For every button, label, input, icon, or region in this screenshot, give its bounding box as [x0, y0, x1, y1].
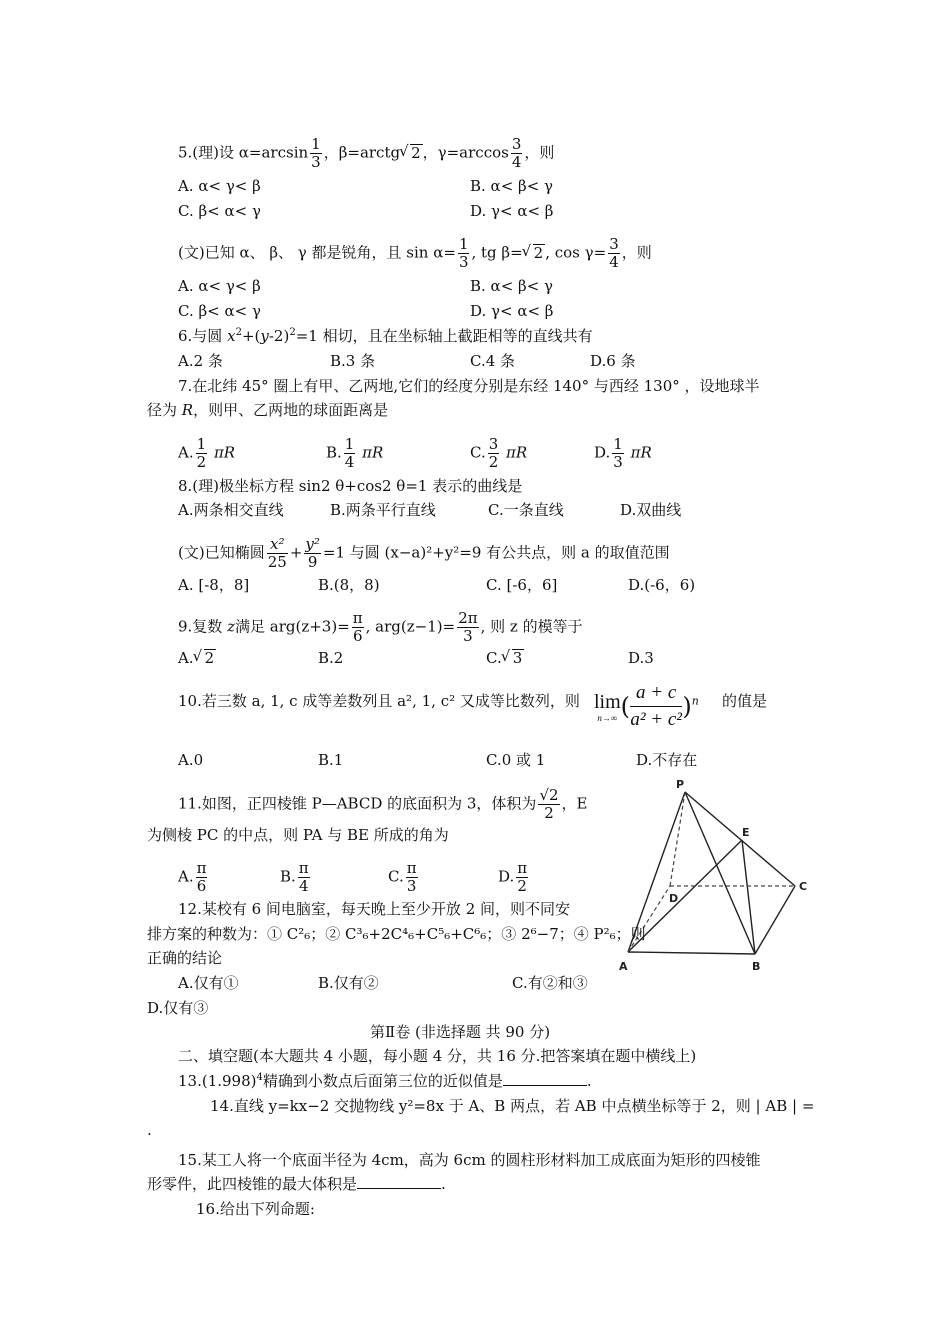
label-b: B: [752, 960, 761, 973]
q11-line1: 11.如图，正四棱锥 P—ABCD 的底面积为 3，体积为 $\frac{√2}{2}$ ，E: [178, 786, 588, 822]
q7-option-d: D. $\frac{1}{3}$ πR: [594, 435, 652, 471]
q8-stem: 8.(理)极坐标方程 sin2 θ+cos2 θ=1 表示的曲线是: [178, 477, 523, 495]
q12-option-b: B.仅有②: [318, 974, 379, 992]
segment-be: [742, 840, 755, 954]
q6-stem: 6.与圆 $x^2+(y-2)^2=1$ 相切，且在坐标轴上截距相等的直线共有: [178, 327, 593, 345]
q7-option-a: A. $\frac{1}{2}$ πR: [178, 435, 236, 471]
q11-option-c: C. $\frac{\pi}{3}$: [388, 859, 417, 895]
q14-end: .: [147, 1121, 152, 1139]
q12-option-d: D.仅有③: [147, 999, 209, 1017]
q8-wen-option-d: D.(-6，6): [628, 576, 696, 594]
q13-stem: $13.(1.998)^4$精确到小数点后面第三位的近似值是 .: [178, 1072, 592, 1090]
q13-answer-blank: [503, 1071, 587, 1086]
edge-bc: [755, 886, 795, 954]
q8-option-c: C.一条直线: [488, 501, 564, 519]
q11-option-d: D. $\frac{\pi}{2}$: [498, 859, 528, 895]
q7-line1: 7.在北纬 45° 圈上有甲、乙两地,它们的经度分别是东经 140° 与西经 130° ，设地球半: [178, 377, 760, 395]
q5-option-b: B. α< β< γ: [470, 177, 553, 195]
q15-line1: 15.某工人将一个底面半径为 4cm，高为 6cm 的圆柱形材料加工成底面为矩形的四棱锥: [178, 1151, 761, 1169]
edge-pb: [685, 792, 755, 954]
q5-wen-option-c: C. β< α< γ: [178, 302, 261, 320]
q9-stem: 9.复数 z满足 arg(z+3)= $\frac{\pi}{6}$ , arg(z−1)= $\frac{2\pi}{3}$ , 则 z 的模等于: [178, 609, 583, 645]
q5-stem: 5.(理)设 α=arcsin $\frac{1}{3}$ ，β=arctg√ 2 ，γ=arccos $\frac{3}{4}$ ，则: [178, 136, 554, 171]
q12-line2: 排方案的种数为：① C²₆；② C³₆+2C⁴₆+C⁵₆+C⁶₆；③ 2⁶−7；④ P²₆；则: [147, 925, 646, 943]
q10-stem: 10.若三数 a, 1, c 成等差数列且 a², 1, c² 又成等比数列，则: [178, 692, 580, 710]
q7-line2: 径为 R，则甲、乙两地的球面距离是: [147, 401, 389, 419]
q11-option-b: B. $\frac{\pi}{4}$: [280, 859, 309, 895]
q10-option-d: D.不存在: [636, 751, 698, 769]
q12-option-a: A.仅有①: [178, 974, 239, 992]
q5-wen-option-b: B. α< β< γ: [470, 277, 553, 295]
q8-option-a: A.两条相交直线: [178, 501, 284, 519]
q5-wen-stem: (文)已知 α、 β、 γ 都是锐角，且 sin α= $\frac{1}{3}$ , tg β=√ 2 , cos γ= $\frac{3}{4}$ ，则: [178, 236, 652, 271]
edge-pd: [670, 792, 685, 886]
label-p: P: [676, 778, 685, 791]
q5-wen-option-a: A. α< γ< β: [178, 277, 261, 295]
q10-option-a: A.0: [178, 751, 204, 769]
q6-option-d: D.6 条: [590, 352, 636, 370]
q15-answer-blank: [357, 1174, 441, 1189]
q9-option-b: B.2: [318, 649, 344, 667]
q5-wen-option-d: D. γ< α< β: [470, 302, 554, 320]
section-2-instructions: 二、填空题(本大题共 4 小题，每小题 4 分，共 16 分.把答案填在题中横线上): [178, 1047, 697, 1065]
q10-tail: 的值是: [722, 692, 768, 710]
q6-option-a: A.2 条: [178, 352, 223, 370]
q10-option-b: B.1: [318, 751, 344, 769]
q9-option-a: A.√ 2: [178, 648, 216, 668]
q7-option-c: C. $\frac{3}{2}$ πR: [470, 435, 528, 471]
pyramid-figure: [612, 776, 832, 978]
label-c: C: [799, 880, 808, 893]
q8-option-d: D.双曲线: [620, 501, 682, 519]
q8-wen-stem: (文)已知椭圆 $\frac{\text{x²}}{25}$ + $\frac{\text{y²}}{9}$ =1 与圆 (x−a)²+y²=9 有公共点，则 a 的取值范围: [178, 535, 670, 571]
q10-option-c: C.0 或 1: [486, 751, 546, 769]
label-a: A: [619, 960, 628, 973]
q12-line3: 正确的结论: [147, 949, 223, 967]
q11-option-a: A. $\frac{\pi}{6}$: [178, 859, 207, 895]
label-e: E: [742, 826, 750, 839]
q14-stem: 14.直线 y=kx−2 交抛物线 y²=8x 于 A、B 两点，若 AB 中点横坐标等于 2，则 | AB | =: [210, 1097, 815, 1115]
q8-wen-option-a: A. [-8，8]: [178, 576, 250, 594]
q5-option-c: C. β< α< γ: [178, 202, 261, 220]
q6-option-b: B.3 条: [330, 352, 376, 370]
q5-option-d: D. γ< α< β: [470, 202, 554, 220]
q8-wen-option-c: C. [-6，6]: [486, 576, 558, 594]
q9-option-c: C.√ 3: [486, 648, 524, 668]
q11-line2: 为侧棱 PC 的中点，则 PA 与 BE 所成的角为: [147, 826, 449, 844]
q8-option-b: B.两条平行直线: [330, 501, 436, 519]
q10-limit-expression: lim n→∞ ( $\frac{a + c}{\text{a² + c²}})^n$: [594, 682, 699, 730]
q15-line2: 形零件，此四棱锥的最大体积是 .: [147, 1175, 446, 1193]
edge-pc: [685, 792, 795, 886]
q12-option-c: C.有②和③: [512, 974, 588, 992]
q16-stem: 16.给出下列命题:: [196, 1200, 315, 1218]
q5-option-a: A. α< γ< β: [178, 177, 261, 195]
q9-option-d: D.3: [628, 649, 654, 667]
q6-option-c: C.4 条: [470, 352, 516, 370]
label-d: D: [669, 892, 679, 905]
q12-line1: 12.某校有 6 间电脑室，每天晚上至少开放 2 间，则不同安: [178, 900, 571, 918]
edge-ab: [628, 952, 755, 954]
q7-option-b: B. $\frac{1}{4}$ πR: [326, 435, 384, 471]
q8-wen-option-b: B.(8，8): [318, 576, 380, 594]
section-2-title: 第Ⅱ卷 (非选择题 共 90 分): [370, 1023, 551, 1041]
